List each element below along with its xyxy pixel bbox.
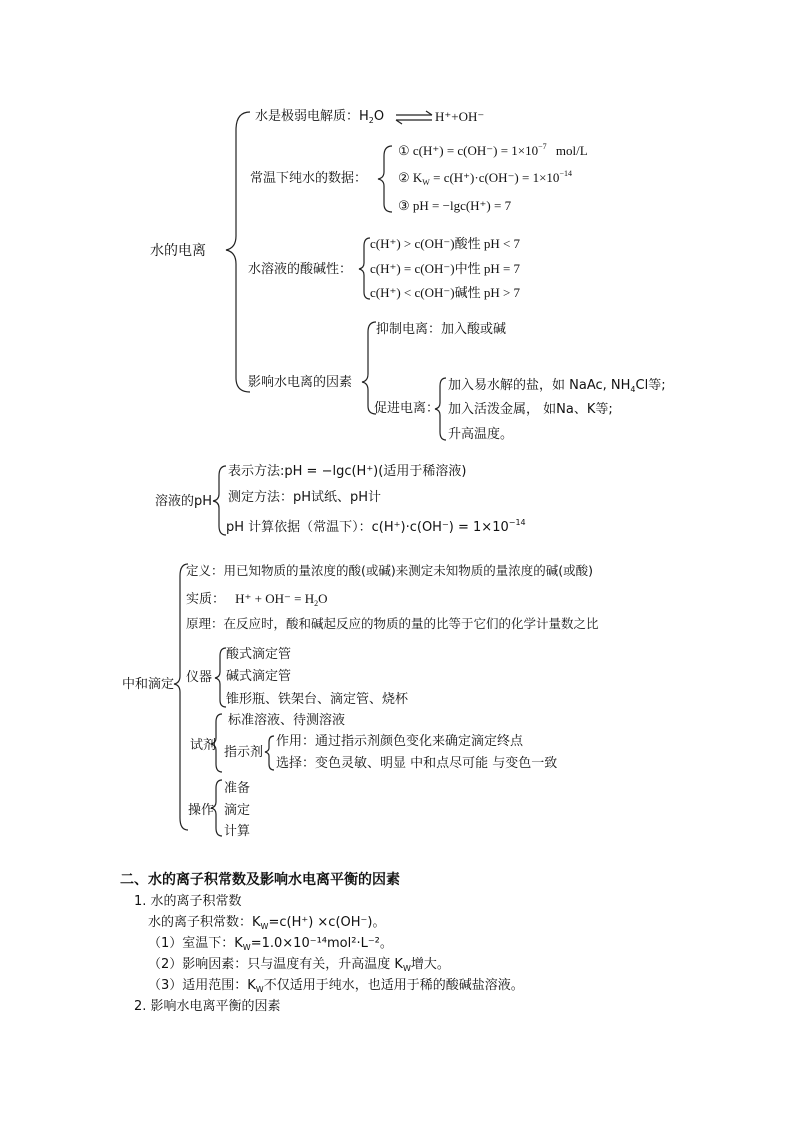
kw-def-a: 水的离子积常数：K: [148, 915, 261, 930]
kw1-a: （1）室温下：K: [148, 936, 243, 951]
acidbase-1: c(H⁺) > c(OH⁻)酸性 pH < 7: [370, 236, 521, 251]
d2-exp: −14: [559, 169, 572, 178]
indicator-label: 指示剂: [224, 745, 264, 760]
section2-item2: 2. 影响水电离平衡的因素: [134, 999, 281, 1014]
kw-def-b: =c(H⁺) ×c(OH⁻)。: [268, 915, 386, 930]
indicator-brace: [265, 736, 274, 770]
instrument-brace: [215, 648, 226, 707]
kw-scope: [148, 978, 524, 994]
essence-label: 实质：: [186, 592, 226, 607]
operation-3: 计算: [224, 824, 251, 839]
kw1-sub: W: [242, 943, 251, 952]
kw1-b: =1.0×10⁻¹⁴mol²·L⁻²。: [250, 936, 393, 951]
kw2-sub: W: [402, 964, 411, 973]
d1-exp: −7: [538, 142, 547, 151]
equilibrium-arrow-top: [396, 111, 432, 115]
equilibrium-arrow-bottom: [396, 120, 432, 124]
acidbase-label: 水溶液的酸碱性：: [248, 262, 353, 277]
ph-line-2: 测定方法：pH试纸、pH计: [228, 490, 382, 505]
essence-sub: 2: [314, 599, 319, 608]
inhibit-line: 抑制电离：加入酸或碱: [376, 322, 507, 337]
d2-text: ② K: [398, 170, 423, 185]
indicator-1: 作用：通过指示剂颜色变化来确定滴定终点: [276, 734, 524, 749]
kw3-a: （3）适用范围：K: [148, 978, 256, 993]
instrument-1: 酸式滴定管: [226, 647, 292, 662]
kw2-b: 增大。: [410, 957, 450, 972]
operation-label: 操作: [188, 803, 215, 818]
essence-end: O: [318, 591, 328, 606]
acidbase-2: c(H⁺) = c(OH⁻)中性 pH = 7: [370, 261, 521, 276]
promote-label: 促进电离：: [374, 401, 440, 416]
ph-line-3: [226, 520, 526, 536]
weak-label: 水是极弱电解质：H: [255, 109, 369, 124]
instrument-3: 锥形瓶、铁架台、滴定管、烧杯: [226, 692, 409, 707]
instrument-2: 碱式滴定管: [226, 669, 292, 684]
indicator-2: 选择：变色灵敏、明显 中和点尽可能 与变色一致: [276, 756, 558, 771]
titration-principle: 原理：在反应时，酸和碱起反应的物质的量的比等于它们的化学计量数之比: [186, 616, 599, 631]
section2-item1: 1. 水的离子积常数: [134, 894, 242, 909]
kw3-sub: W: [255, 985, 264, 994]
operation-2: 滴定: [224, 803, 251, 818]
pure-data-brace: [378, 146, 392, 212]
kw3-b: 不仅适用于纯水，也适用于稀的酸碱盐溶液。: [263, 978, 524, 993]
acidbase-brace: [359, 238, 370, 299]
p1-end: Cl等;: [635, 378, 666, 393]
d2-sub: W: [422, 178, 430, 187]
p1-text: 加入易水解的盐，如 NaAc, NH: [448, 378, 631, 393]
promote-1: [448, 378, 666, 394]
weak-o: O: [373, 109, 385, 124]
ph-brace: [213, 466, 226, 535]
acidbase-3: c(H⁺) < c(OH⁻)碱性 pH > 7: [370, 285, 521, 300]
section2-heading: 二、水的离子积常数及影响水电离平衡的因素: [120, 872, 400, 888]
instrument-label: 仪器: [186, 670, 213, 685]
weak-electrolyte-line: [255, 109, 384, 125]
water-root-label: 水的电离: [150, 243, 206, 259]
weak-sub: 2: [368, 116, 374, 125]
kw-room-temp: [148, 936, 393, 952]
kw-factor: [148, 957, 450, 973]
titration-root-label: 中和滴定: [122, 677, 175, 692]
d1-unit: mol/L: [555, 143, 588, 158]
reagent-1: 标准溶液、待测溶液: [228, 713, 346, 728]
water-main-brace: [226, 112, 250, 392]
d2-rest: = c(H⁺)·c(OH⁻) = 1×10: [429, 170, 560, 185]
weak-right: H⁺+OH⁻: [435, 109, 485, 124]
kw2-a: （2）影响因素：只与温度有关，升高温度 K: [148, 957, 403, 972]
ph-root-label: 溶液的pH: [155, 494, 213, 509]
pure-water-label: 常温下纯水的数据：: [250, 171, 368, 186]
essence-eq: H⁺ + OH⁻ = H: [235, 591, 315, 606]
p1-sub: 4: [630, 385, 636, 394]
factor-label: 影响水电离的因素: [248, 375, 353, 390]
kw-def-sub: W: [260, 922, 269, 931]
promote-3: 升高温度。: [448, 427, 514, 442]
d1-text: ① c(H⁺) = c(OH⁻) = 1×10: [398, 143, 539, 158]
promote-2: 加入活泼金属， 如Na、K等;: [448, 402, 613, 417]
titration-definition: 定义：用已知物质的量浓度的酸(或碱)来测定未知物质的量浓度的碱(或酸): [186, 563, 594, 578]
pure-data-1: [398, 143, 588, 159]
pure-data-3: ③ pH = −lgc(H⁺) = 7: [398, 198, 512, 213]
ph-line-1: 表示方法:pH = −lgc(H⁺)(适用于稀溶液): [228, 464, 467, 479]
ph-l3-exp: −14: [508, 518, 526, 527]
ph-l3-text: pH 计算依据（常温下）：c(H⁺)·c(OH⁻) = 1×10: [226, 520, 509, 535]
operation-1: 准备: [224, 781, 251, 796]
reagent-label: 试剂: [190, 738, 217, 753]
pure-data-2: [398, 170, 572, 186]
titration-essence: [186, 591, 328, 608]
kw-definition: [148, 915, 385, 931]
